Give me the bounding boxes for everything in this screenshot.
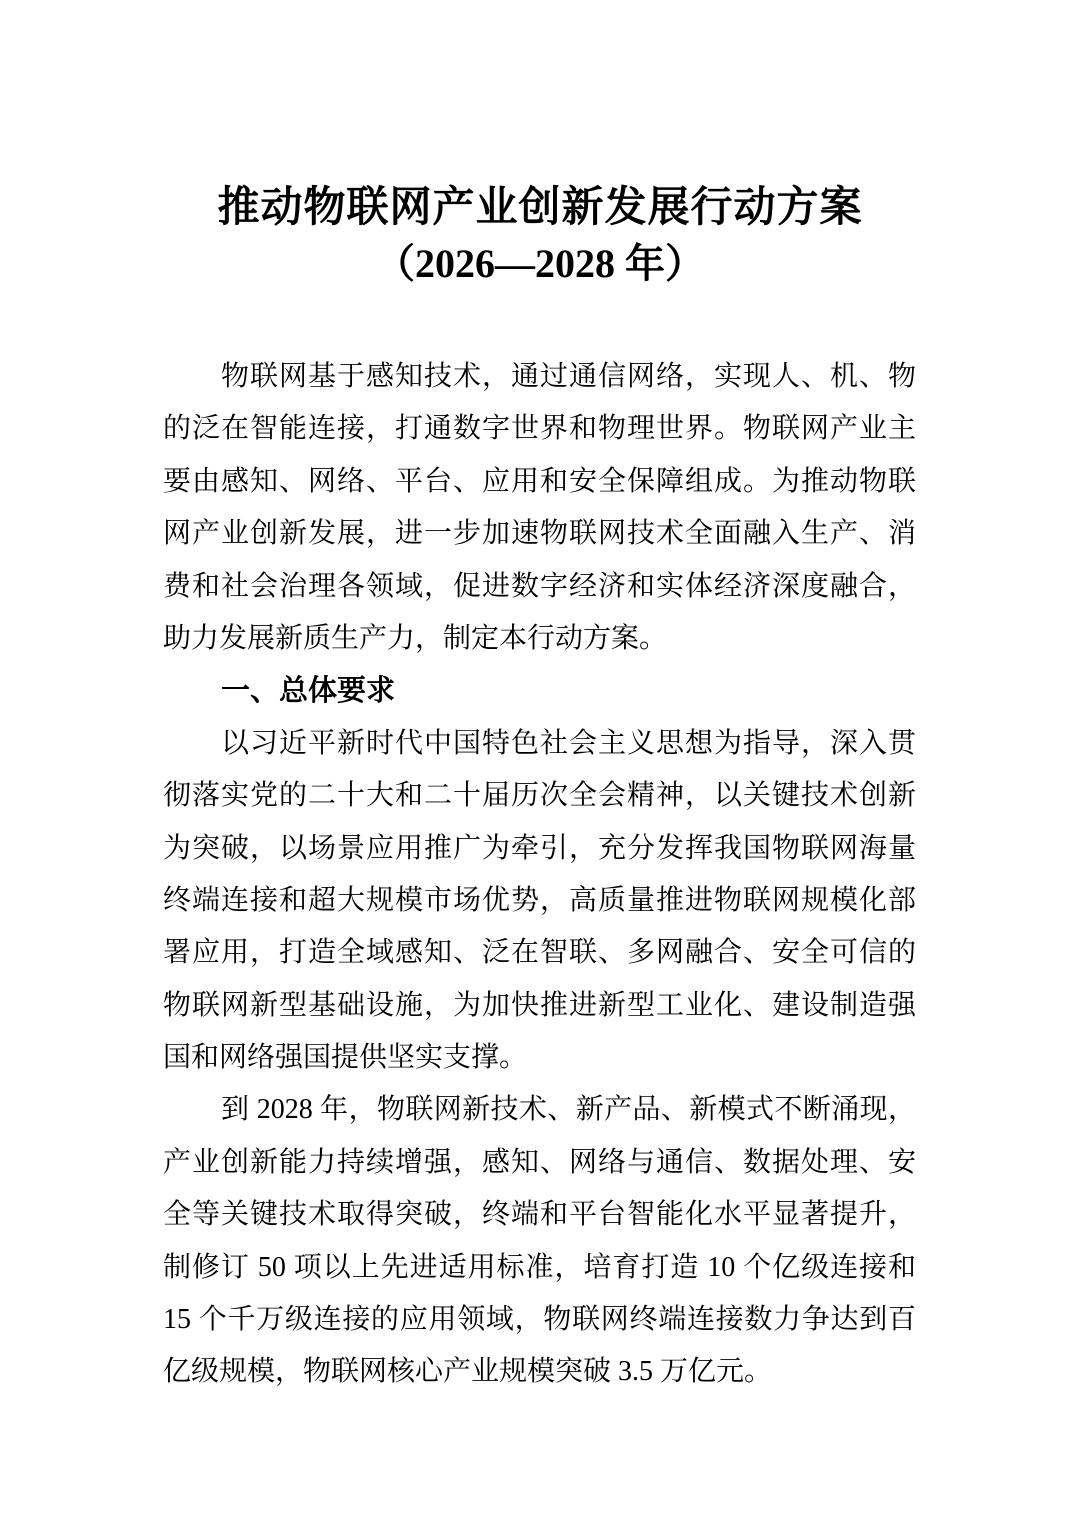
text-line: 的泛在智能连接，打通数字世界和物理世界。物联网产业主 — [163, 413, 916, 445]
document-body — [163, 351, 916, 1399]
section-heading: 一、总体要求 — [221, 675, 396, 708]
text-line: 为突破，以场景应用推广为牵引，充分发挥我国物联网海量 — [163, 832, 916, 864]
text-line: 15 个千万级连接的应用领域，物联网终端连接数力争达到百 — [163, 1304, 916, 1336]
document-subtitle: （2026—2028 年） — [375, 241, 705, 286]
text-line: 国和网络强国提供坚实支撑。 — [163, 1042, 528, 1074]
text-line: 署应用，打造全域感知、泛在智联、多网融合、安全可信的 — [163, 937, 916, 969]
document-title: 推动物联网产业创新发展行动方案 — [217, 185, 863, 231]
text-line: 全等关键技术取得突破，终端和平台智能化水平显著提升， — [163, 1199, 916, 1231]
text-line: 亿级规模，物联网核心产业规模突破 3.5 万亿元。 — [163, 1356, 773, 1388]
text-line: 彻落实党的二十大和二十届历次全会精神，以关键技术创新 — [163, 780, 916, 812]
text-line: 要由感知、网络、平台、应用和安全保障组成。为推动物联 — [163, 465, 916, 497]
text-line: 以习近平新时代中国特色社会主义思想为指导，深入贯 — [221, 727, 916, 759]
text-line: 助力发展新质生产力，制定本行动方案。 — [163, 622, 668, 654]
text-line: 网产业创新发展，进一步加速物联网技术全面融入生产、消 — [163, 518, 916, 550]
text-line: 终端连接和超大规模市场优势，高质量推进物联网规模化部 — [163, 884, 916, 916]
text-line: 物联网基于感知技术，通过通信网络，实现人、机、物 — [221, 361, 916, 392]
text-line: 物联网新型基础设施，为加快推进新型工业化、建设制造强 — [163, 989, 916, 1021]
text-line: 产业创新能力持续增强，感知、网络与通信、数据处理、安 — [163, 1146, 916, 1178]
text-line: 费和社会治理各领域，促进数字经济和实体经济深度融合， — [163, 570, 916, 602]
text-line: 制修订 50 项以上先进适用标准，培育打造 10 个亿级连接和 — [163, 1251, 916, 1283]
text-line: 到 2028 年，物联网新技术、新产品、新模式不断涌现， — [221, 1094, 916, 1126]
